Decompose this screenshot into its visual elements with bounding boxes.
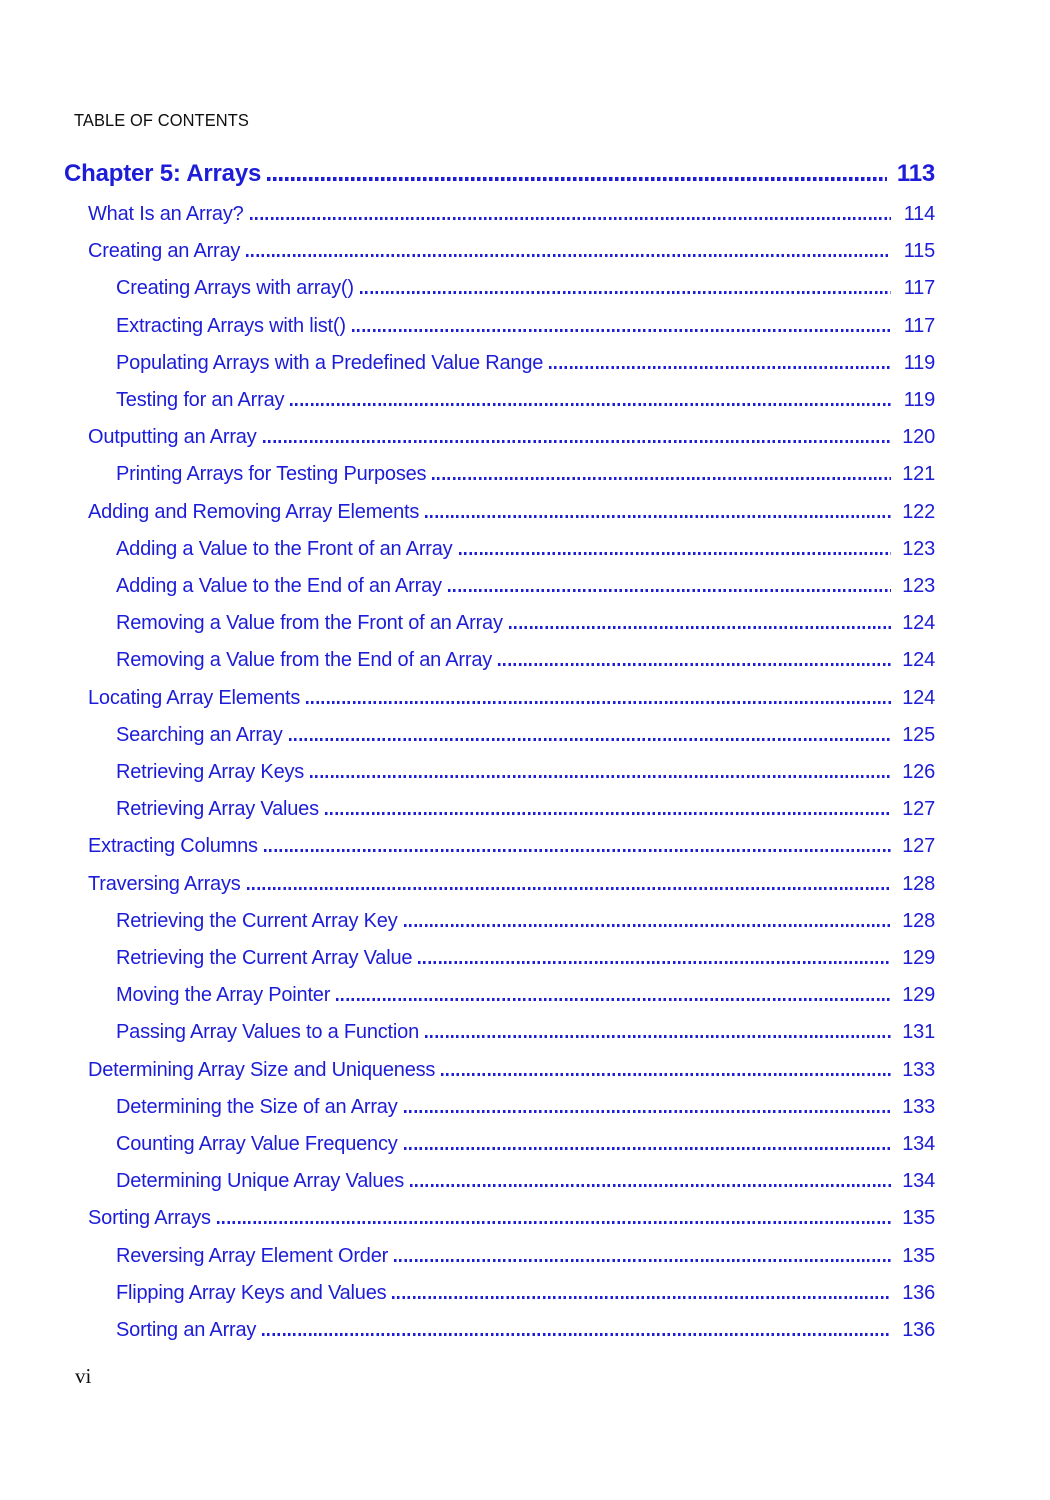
toc-entry-label: Populating Arrays with a Predefined Value Range bbox=[116, 351, 544, 374]
dot-leader bbox=[262, 1333, 891, 1336]
dot-leader bbox=[404, 1147, 891, 1150]
toc-entry-page-number: 134 bbox=[902, 1170, 935, 1193]
toc-entry-page-number: 131 bbox=[902, 1021, 935, 1044]
dot-leader bbox=[263, 440, 891, 443]
toc-entry-page-number: 135 bbox=[902, 1244, 935, 1267]
toc-entry-label: What Is an Array? bbox=[88, 203, 244, 225]
dot-leader bbox=[246, 254, 891, 257]
dot-leader bbox=[290, 403, 891, 406]
toc-entry[interactable] bbox=[64, 605, 935, 642]
toc-entry[interactable] bbox=[64, 791, 935, 828]
dot-leader bbox=[425, 515, 891, 518]
toc-entry-page-number: 124 bbox=[902, 686, 935, 709]
toc-entry[interactable] bbox=[64, 1163, 935, 1200]
toc-entry-label: Locating Array Elements bbox=[88, 686, 301, 709]
dot-leader bbox=[549, 366, 891, 369]
toc-chapter-title: Chapter 5: Arrays bbox=[64, 160, 262, 187]
dot-leader bbox=[392, 1296, 891, 1299]
toc-entry-label: Determining Unique Array Values bbox=[116, 1170, 405, 1193]
toc-entry-page-number: 124 bbox=[902, 649, 935, 672]
dot-leader bbox=[441, 1073, 891, 1076]
toc-entry[interactable] bbox=[64, 1014, 935, 1051]
toc-entry-page-number: 136 bbox=[902, 1281, 935, 1304]
toc-entry-label: Retrieving the Current Array Key bbox=[116, 909, 398, 932]
toc-entry-label: Testing for an Array bbox=[116, 389, 285, 412]
toc-entry-label: Counting Array Value Frequency bbox=[116, 1133, 398, 1156]
toc-entry-page-number: 135 bbox=[902, 1207, 935, 1230]
toc-entry-page-number: 136 bbox=[902, 1319, 935, 1342]
toc-entry[interactable] bbox=[64, 977, 935, 1014]
toc-chapter-entry[interactable] bbox=[64, 152, 935, 196]
toc-entry[interactable] bbox=[64, 531, 935, 568]
toc-entry-page-number: 115 bbox=[903, 240, 935, 263]
toc-entry-label: Creating Arrays with array() bbox=[116, 277, 354, 300]
dot-leader bbox=[289, 738, 892, 741]
toc-entry-page-number: 134 bbox=[902, 1133, 935, 1156]
toc-entry-label: Sorting Arrays bbox=[88, 1207, 211, 1230]
toc-entry-page-number: 128 bbox=[902, 872, 935, 895]
toc-chapter-page-number: 113 bbox=[896, 160, 935, 187]
toc-entry-label: Extracting Arrays with list() bbox=[116, 314, 346, 337]
toc-entry[interactable] bbox=[64, 456, 935, 493]
dot-leader bbox=[247, 887, 891, 890]
toc-entry-label: Adding a Value to the Front of an Array bbox=[116, 537, 453, 560]
toc-entry-page-number: 117 bbox=[903, 277, 935, 300]
toc-entry-label: Adding and Removing Array Elements bbox=[88, 500, 420, 523]
toc-entry-label: Passing Array Values to a Function bbox=[116, 1021, 419, 1044]
toc-entry-label: Extracting Columns bbox=[88, 835, 258, 858]
toc-entry-page-number: 123 bbox=[902, 537, 935, 560]
toc-entry-label: Flipping Array Keys and Values bbox=[116, 1281, 387, 1304]
toc-entry-label: Reversing Array Element Order bbox=[116, 1244, 389, 1267]
toc-entry-page-number: 120 bbox=[902, 426, 935, 449]
dot-leader bbox=[352, 329, 891, 332]
dot-leader bbox=[404, 924, 891, 927]
dot-leader bbox=[360, 291, 891, 294]
toc-entry-label: Creating an Array bbox=[88, 240, 241, 263]
dot-leader bbox=[264, 849, 891, 852]
toc-entry-label: Traversing Arrays bbox=[88, 872, 241, 895]
toc-entry[interactable] bbox=[64, 1238, 935, 1275]
toc-entry-page-number: 133 bbox=[902, 1058, 935, 1081]
toc-entry[interactable] bbox=[64, 233, 935, 270]
dot-leader bbox=[404, 1110, 891, 1113]
toc-entry[interactable] bbox=[64, 1312, 935, 1349]
toc-entry[interactable] bbox=[64, 494, 935, 531]
toc-entry-list bbox=[64, 196, 935, 1349]
dot-leader bbox=[425, 1035, 891, 1038]
toc-entry-page-number: 114 bbox=[903, 203, 935, 225]
toc-entry-label: Moving the Array Pointer bbox=[116, 984, 331, 1007]
dot-leader bbox=[336, 998, 891, 1001]
toc-entry-page-number: 129 bbox=[902, 947, 935, 970]
dot-leader bbox=[448, 589, 891, 592]
dot-leader bbox=[325, 812, 891, 815]
toc-entry[interactable] bbox=[64, 903, 935, 940]
toc-entry-page-number: 124 bbox=[902, 612, 935, 635]
toc-entry-page-number: 119 bbox=[903, 351, 935, 374]
dot-leader bbox=[306, 701, 891, 704]
toc-entry-page-number: 125 bbox=[902, 723, 935, 746]
toc-entry[interactable] bbox=[64, 642, 935, 679]
toc-entry-page-number: 117 bbox=[903, 314, 935, 337]
toc-body bbox=[64, 152, 935, 1349]
toc-entry-page-number: 133 bbox=[902, 1095, 935, 1118]
dot-leader bbox=[432, 477, 891, 480]
toc-entry[interactable] bbox=[64, 828, 935, 865]
dot-leader bbox=[267, 177, 887, 181]
toc-entry[interactable] bbox=[64, 382, 935, 419]
toc-entry[interactable] bbox=[64, 940, 935, 977]
toc-entry[interactable] bbox=[64, 419, 935, 456]
toc-entry-page-number: 121 bbox=[902, 463, 935, 486]
toc-entry-label: Printing Arrays for Testing Purposes bbox=[116, 463, 427, 486]
toc-entry[interactable] bbox=[64, 568, 935, 605]
toc-entry[interactable] bbox=[64, 1126, 935, 1163]
toc-entry[interactable] bbox=[64, 270, 935, 307]
toc-entry-page-number: 123 bbox=[902, 575, 935, 598]
toc-entry[interactable] bbox=[64, 1052, 935, 1089]
toc-entry[interactable] bbox=[64, 1275, 935, 1312]
toc-entry-page-number: 127 bbox=[902, 798, 935, 821]
toc-entry-label: Adding a Value to the End of an Array bbox=[116, 575, 442, 598]
toc-entry[interactable] bbox=[64, 196, 935, 233]
dot-leader bbox=[509, 626, 891, 629]
toc-entry-label: Outputting an Array bbox=[88, 426, 257, 449]
dot-leader bbox=[250, 217, 891, 220]
dot-leader bbox=[418, 961, 891, 964]
toc-entry-page-number: 119 bbox=[903, 389, 935, 412]
toc-entry[interactable] bbox=[64, 680, 935, 717]
page-number-footer: vi bbox=[75, 1364, 92, 1388]
toc-entry[interactable] bbox=[64, 1089, 935, 1126]
toc-entry-label: Determining Array Size and Uniqueness bbox=[88, 1058, 436, 1081]
toc-entry[interactable] bbox=[64, 308, 935, 345]
toc-entry-label: Retrieving Array Values bbox=[116, 798, 319, 821]
dot-leader bbox=[498, 663, 891, 666]
toc-entry[interactable] bbox=[64, 1200, 935, 1237]
toc-entry[interactable] bbox=[64, 345, 935, 382]
toc-entry-label: Retrieving the Current Array Value bbox=[116, 947, 413, 970]
toc-entry-label: Sorting an Array bbox=[116, 1319, 257, 1342]
toc-entry-page-number: 126 bbox=[902, 761, 935, 784]
dot-leader bbox=[310, 775, 891, 778]
toc-entry-page-number: 128 bbox=[902, 909, 935, 932]
toc-entry-label: Searching an Array bbox=[116, 723, 283, 746]
dot-leader bbox=[394, 1259, 891, 1262]
toc-entry-label: Removing a Value from the Front of an Array bbox=[116, 612, 503, 635]
toc-entry-page-number: 129 bbox=[902, 984, 935, 1007]
dot-leader bbox=[410, 1184, 891, 1187]
toc-entry-page-number: 127 bbox=[902, 835, 935, 858]
toc-entry-page-number: 122 bbox=[902, 500, 935, 523]
toc-entry[interactable] bbox=[64, 866, 935, 903]
toc-entry-label: Retrieving Array Keys bbox=[116, 761, 305, 784]
dot-leader bbox=[459, 552, 892, 555]
toc-entry[interactable] bbox=[64, 717, 935, 754]
toc-entry[interactable] bbox=[64, 754, 935, 791]
dot-leader bbox=[217, 1221, 891, 1224]
table-of-contents-heading: TABLE OF CONTENTS bbox=[74, 110, 249, 130]
toc-entry-label: Removing a Value from the End of an Array bbox=[116, 649, 493, 672]
toc-entry-label: Determining the Size of an Array bbox=[116, 1095, 398, 1118]
